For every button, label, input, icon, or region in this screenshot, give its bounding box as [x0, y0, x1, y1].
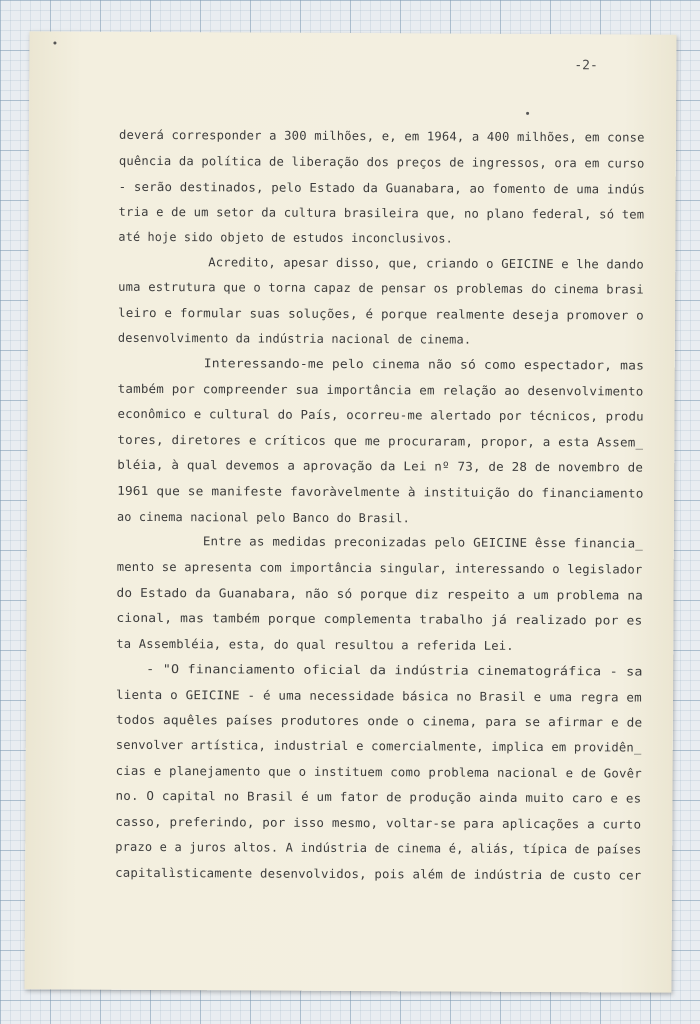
text-line: casso, preferindo, por isso mesmo, voltar-se para aplicações a curto — [115, 814, 642, 832]
body-text — [30, 31, 677, 883]
text-line: Interessando-me pelo cinema não só como espectador, mas — [203, 356, 645, 373]
text-line: capitalìsticamente desenvolvidos, pois além de indústria de custo cer — [115, 865, 642, 883]
text-line: - "O financiamento oficial da indústria cinematográfica - sa — [146, 661, 643, 679]
text-line: todos aquêles países produtores onde o cinema, para se afirmar e de — [115, 712, 643, 730]
text-line: bléia, à qual devemos a aprovação da Lei nº 73, de 28 de novembro de — [117, 457, 644, 475]
text-line: tria e de um setor da cultura brasileira que, no plano federal, só tem — [118, 204, 645, 222]
page-number: -2- — [574, 58, 598, 74]
text-line: quência da política de liberação dos preços de ingressos, ora em curso — [118, 153, 645, 171]
text-line: cias e planejamento que o instituem como problema nacional e de Govêr — [115, 763, 642, 781]
text-line: prazo e a juros altos. A indústria de cinema é, aliás, típica de países — [115, 839, 642, 857]
text-line: no. O capital no Brasil é um fator de produção ainda muito caro e es — [115, 788, 642, 806]
text-line: senvolver artística, industrial e comercialmente, implica em providên_ — [115, 737, 642, 755]
text-line: mento se apresenta com importância singular, interessando o legislador — [116, 559, 643, 577]
text-line: 1961 que se manifeste favoràvelmente à instituição do financiamento — [117, 483, 644, 501]
text-line: também por compreender sua importância em relação ao desenvolvimento — [117, 381, 644, 399]
text-line: lienta o GEICINE - é uma necessidade básica no Brasil e uma regra em — [116, 687, 642, 705]
typewritten-page — [24, 31, 676, 992]
paper-speck — [53, 41, 56, 44]
text-line: desenvolvimento da indústria nacional de cinema. — [117, 330, 472, 347]
text-line: econômico e cultural do País, ocorreu-me alertado por técnicos, produ — [117, 406, 644, 424]
paper-speck — [526, 112, 529, 115]
text-line: uma estrutura que o torna capaz de pensar os problemas do cinema brasi — [118, 279, 644, 297]
text-line: Acredito, apesar disso, que, criando o GEICINE e lhe dando — [208, 255, 644, 272]
text-line: do Estado da Guanabara, não só porque diz respeito a um problema na — [116, 585, 644, 603]
text-line: ta Assembléia, esta, do qual resultou a referida Lei. — [116, 636, 514, 653]
text-line: - serão destinados, pelo Estado da Guanabara, ao fomento de uma indús — [118, 179, 646, 197]
text-line: ao cinema nacional pelo Banco do Brasil. — [116, 509, 410, 526]
text-line: leiro e formular suas soluções, é porque realmente deseja promover o — [118, 305, 644, 323]
text-line: tores, diretores e críticos que me procuraram, propor, a esta Assem_ — [117, 432, 644, 450]
text-line: até hoje sido objeto de estudos inconclusivos. — [118, 229, 454, 246]
text-line: deverá corresponder a 300 milhões, e, em 1964, a 400 milhões, em conse — [118, 127, 645, 145]
text-line: Entre as medidas preconizadas pelo GEICINE êsse financia_ — [202, 534, 644, 551]
text-line: cional, mas também porque complementa trabalho já realizado por es — [116, 610, 643, 628]
